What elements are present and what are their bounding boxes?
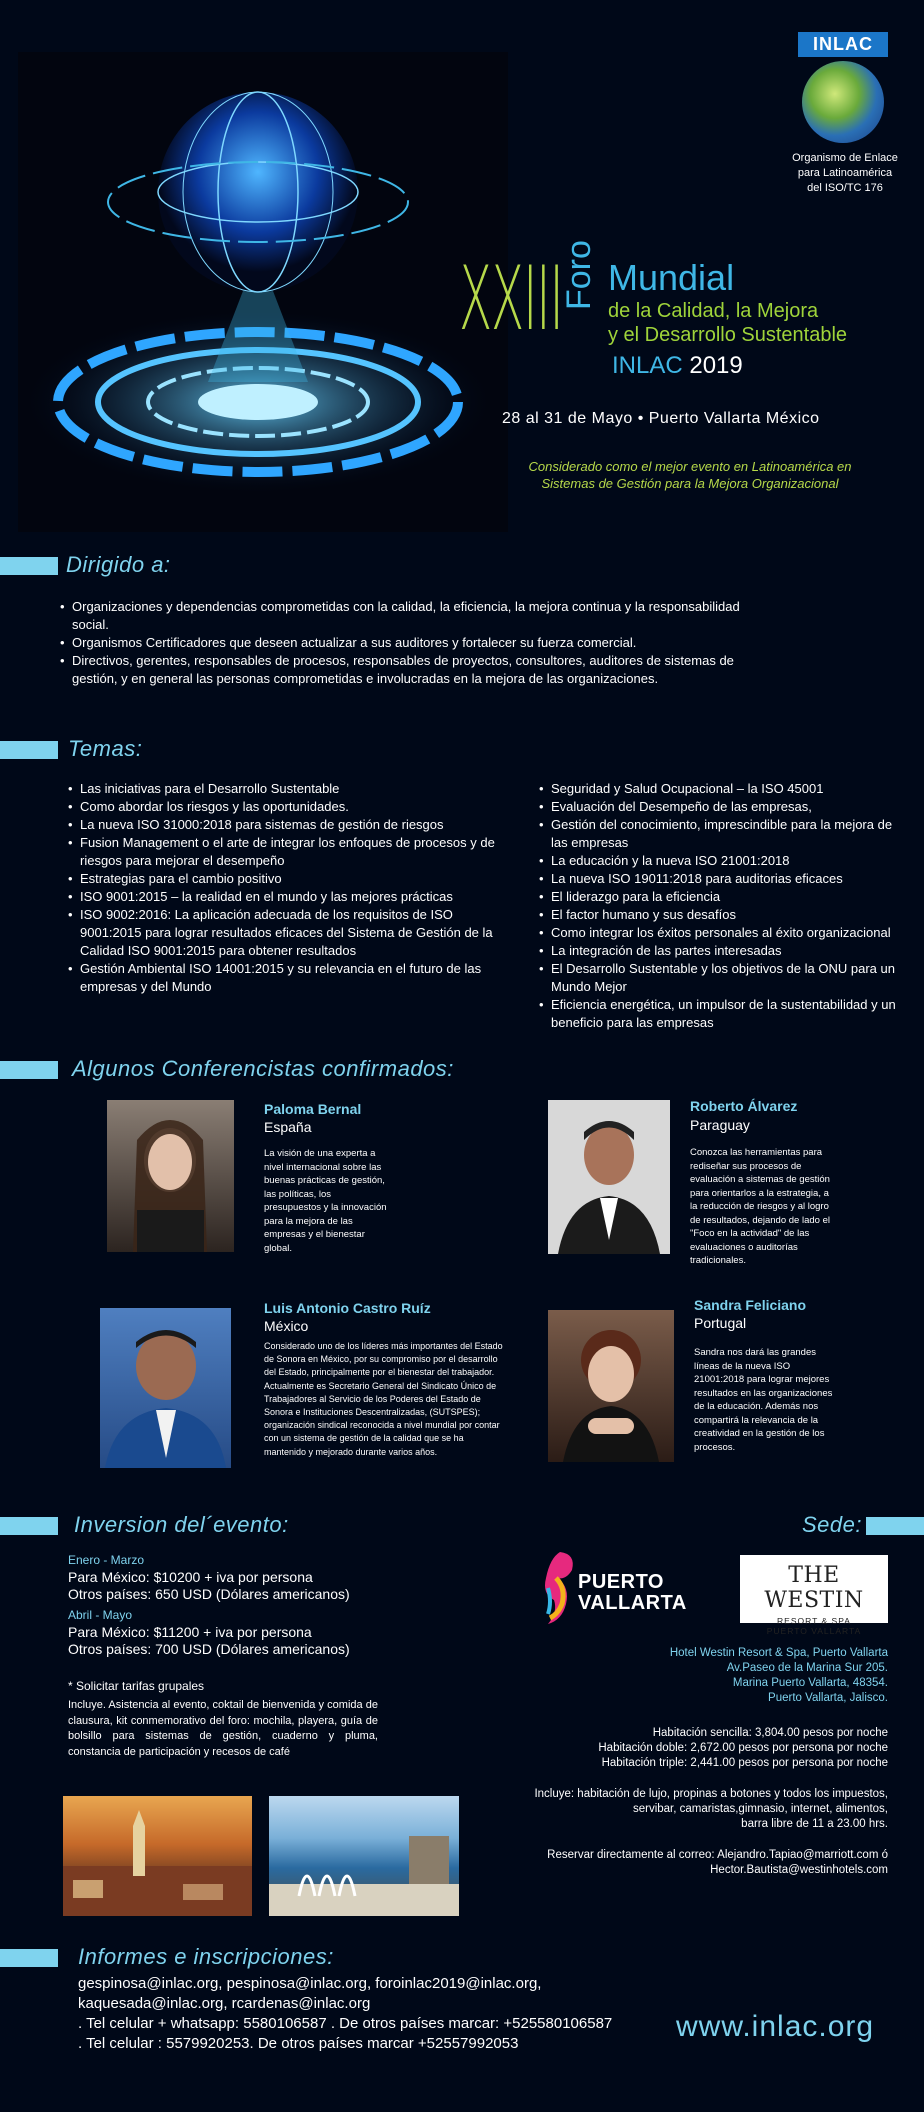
list-item: • Evaluación del Desempeño de las empresas, (537, 798, 907, 816)
list-item: • Gestión Ambiental ISO 14001:2015 y su relevancia en el futuro de las empresas y del Mundo (66, 960, 506, 996)
list-item: • La integración de las partes interesadas (537, 942, 907, 960)
event-title-line-2: de la Calidad, la Mejora (608, 300, 819, 322)
event-year: 2019 (689, 352, 743, 379)
list-item: • La nueva ISO 31000:2018 para sistemas de gestión de riesgos (66, 816, 506, 834)
speaker-bio: Conozca las herramientas para rediseñar sus procesos de evaluación a sistemas de gestión para orientarlos a la estrategia, a la reducción de riesgos y al logro de resultados, dejando de lado el "Foco en la actividad" de las evaluaciones o auditorías tradicionales. (690, 1147, 830, 1266)
list-item: • ISO 9002:2016: La aplicación adecuada de los requisitos de ISO 9001:2015 para lograr resultados eficaces del Sistema de Gestión de la Calidad ISO 9001:2015 para obtener resultados (66, 906, 506, 960)
hotel-rates (598, 1726, 888, 1771)
speaker-bio: La visión de una experta a nivel internacional sobre las buenas prácticas de gestión, las políticas, los presupuestos y la innovación para la mejora de las empresas y el bienestar global. (264, 1148, 387, 1254)
event-title-line-3: y el Desarrollo Sustentable (608, 324, 848, 346)
price-line: Otros países: 650 USD (Dólares americanos) (68, 1586, 350, 1602)
contact-emails[interactable]: kaquesada@inlac.org, rcardenas@inlac.org (78, 1995, 371, 2012)
event-title-line-4 (612, 352, 743, 380)
hero-globe-image (18, 52, 508, 532)
logo-caption (770, 151, 920, 196)
section-title-dirigido: Dirigido a: (66, 552, 171, 577)
section-title-inversion: Inversion del´evento: (74, 1512, 289, 1537)
logo-caption-line: Organismo de Enlace (792, 152, 898, 164)
westin-logo-line: THE WESTIN (764, 1563, 864, 1613)
speaker-photo-luis (100, 1308, 231, 1468)
list-item: • Organismos Certificadores que deseen actualizar a sus auditores y fortalecer su fuerza comercial. (58, 634, 758, 652)
reservation-line: Hector.Bautista@westinhotels.com (710, 1864, 888, 1876)
inlac-logo (798, 32, 888, 143)
section-bar (0, 557, 58, 575)
rate-line: Habitación triple: 2,441.00 pesos por persona por noche (601, 1757, 888, 1769)
price-line: Otros países: 700 USD (Dólares americanos) (68, 1641, 350, 1657)
price-period: Abril - Mayo (68, 1608, 133, 1622)
price-line: Para México: $11200 + iva por persona (68, 1624, 312, 1640)
event-foro-word: Foro (560, 240, 598, 310)
section-title-informes: Informes e inscripciones: (78, 1944, 334, 1969)
section-title-speakers: Algunos Conferencistas confirmados: (72, 1056, 454, 1081)
tagline-line: Sistemas de Gestión para la Mejora Organizacional (541, 476, 839, 491)
temas-list-left (66, 780, 506, 996)
event-tagline (480, 458, 900, 492)
temas-list-right (537, 780, 907, 1032)
list-item: • Como integrar los éxitos personales al éxito organizacional (537, 924, 907, 942)
speaker-country: México (264, 1318, 309, 1334)
section-bar (0, 1061, 58, 1079)
address-line: Puerto Vallarta, Jalisco. (768, 1692, 888, 1704)
logo-caption-line: para Latinoamérica (797, 167, 893, 179)
contact-info (78, 1974, 638, 2054)
contact-emails[interactable]: gespinosa@inlac.org, pespinosa@inlac.org, foroinlac2019@inlac.org, (78, 1975, 542, 1992)
event-includes: Incluye. Asistencia al evento, coktail de bienvenida y comida de clausura, kit conmemorativo del foro: mochila, playera, guía de bolsillo para sistemas de gestión, cuaderno y pluma, constancia de participación y recesos de café (68, 1699, 378, 1758)
section-bar (0, 1517, 58, 1535)
price-line: Para México: $10200 + iva por persona (68, 1569, 313, 1585)
event-numeral: XXIII (459, 247, 563, 350)
includes-line: Incluye: habitación de lujo, propinas a botones y todos los impuestos, (534, 1788, 888, 1800)
speaker-country: Paraguay (690, 1117, 750, 1133)
list-item: • El factor humano y sus desafíos (537, 906, 907, 924)
speaker-photo-sandra (548, 1310, 674, 1462)
westin-logo-line: RESORT & SPA (777, 1616, 851, 1626)
list-item: • Como abordar los riesgos y las oportunidades. (66, 798, 506, 816)
speaker-bio: Considerado uno de los líderes más importantes del Estado de Sonora en México, por su compromiso por el desarrollo del Estado, principalmente por el bienestar del trabajador. Actualmente es Secretario General del Sindicato Único de Trabajadores al Servicio de los Poderes del Estado de Sonora e Instituciones Descentralizadas, (SUTSPES); organización sindical reconocida a nivel mundial por contar con un sistema de gestión de la calidad que se ha mantenido y mejorado durante varios años. (264, 1341, 503, 1457)
rate-line: Habitación sencilla: 3,804.00 pesos por noche (652, 1727, 888, 1739)
list-item: • Directivos, gerentes, responsables de procesos, responsables de proyectos, consultores, auditores de sistemas de gestión, y en general las personas comprometidas e involucradas en la mejora de las organizaciones. (58, 652, 758, 688)
section-title-sede: Sede: (802, 1512, 862, 1537)
section-bar (0, 741, 58, 759)
malecon-photo (269, 1796, 459, 1916)
contact-phone: . Tel celular : 5579920253. De otros países marcar +52557992053 (78, 2035, 519, 2052)
event-date-location: 28 al 31 de Mayo • Puerto Vallarta México (502, 410, 820, 427)
website-link[interactable]: www.inlac.org (676, 2010, 875, 2043)
list-item: • Eficiencia energética, un impulsor de la sustentabilidad y un beneficio para las empresas (537, 996, 907, 1032)
contact-phone: . Tel celular + whatsapp: 5580106587 . De otros países marcar: +525580106587 (78, 2015, 613, 2032)
list-item: • Fusion Management o el arte de integrar los enfoques de procesos y de riesgos para mejorar el desempeño (66, 834, 506, 870)
rate-line: Habitación doble: 2,672.00 pesos por persona por noche (598, 1742, 888, 1754)
reservation-line: Reservar directamente al correo: Alejandro.Tapiao@marriott.com ó (547, 1849, 888, 1861)
hotel-address (670, 1646, 888, 1706)
dirigido-list (58, 598, 758, 688)
speaker-name: Sandra Feliciano (694, 1297, 807, 1313)
list-item: • Gestión del conocimiento, imprescindible para la mejora de las empresas (537, 816, 907, 852)
logo-caption-line: del ISO/TC 176 (807, 182, 883, 194)
puerto-vallarta-logo (536, 1548, 696, 1630)
globe-icon (802, 61, 884, 143)
speaker-name: Paloma Bernal (264, 1101, 362, 1117)
list-item: • Las iniciativas para el Desarrollo Sustentable (66, 780, 506, 798)
hotel-reservation (547, 1848, 888, 1878)
speaker-country: España (264, 1119, 312, 1135)
list-item: • Estrategias para el cambio positivo (66, 870, 506, 888)
includes-line: barra libre de 11 a 23.00 hrs. (741, 1818, 888, 1830)
includes-line: servibar, camaristas,gimnasio, internet, alimentos, (632, 1803, 888, 1815)
address-line: Marina Puerto Vallarta, 48354. (732, 1677, 888, 1689)
group-rate-note: * Solicitar tarifas grupales (68, 1679, 205, 1693)
speaker-photo-paloma (107, 1100, 234, 1252)
speaker-name: Roberto Álvarez (690, 1098, 798, 1114)
event-title-line-1: Mundial (608, 257, 735, 298)
pv-logo-line: VALLARTA (578, 1592, 687, 1614)
section-title-temas: Temas: (68, 736, 143, 761)
speaker-country: Portugal (694, 1315, 747, 1331)
list-item: • Organizaciones y dependencias comprometidas con la calidad, la eficiencia, la mejora continua y la responsabilidad social. (58, 598, 758, 634)
list-item: • Seguridad y Salud Ocupacional – la ISO 45001 (537, 780, 907, 798)
speaker-name: Luis Antonio Castro Ruíz (264, 1300, 431, 1316)
address-line: Hotel Westin Resort & Spa, Puerto Vallarta (669, 1647, 888, 1659)
hotel-includes (534, 1787, 888, 1832)
section-bar (0, 1949, 58, 1967)
speaker-bio: Sandra nos dará las grandes líneas de la nueva ISO 21001:2018 para lograr mejores resultados en las organizaciones de la educación. Además nos compartirá la relevancia de la creatividad en la gestión de los procesos. (694, 1347, 833, 1453)
puerto-vallarta-photo (63, 1796, 252, 1916)
westin-logo-line: PUERTO VALLARTA (766, 1626, 862, 1636)
list-item: • La educación y la nueva ISO 21001:2018 (537, 852, 907, 870)
tagline-line: Considerado como el mejor evento en Latinoamérica en (528, 459, 852, 474)
westin-logo (740, 1555, 888, 1636)
logo-brand: INLAC (798, 32, 888, 57)
list-item: • El liderazgo para la eficiencia (537, 888, 907, 906)
pv-logo-line: PUERTO (578, 1571, 664, 1593)
section-bar (866, 1517, 924, 1535)
event-brand: INLAC (612, 352, 683, 379)
list-item: • ISO 9001:2015 – la realidad en el mundo y las mejores prácticas (66, 888, 506, 906)
price-period: Enero - Marzo (68, 1553, 145, 1567)
list-item: • La nueva ISO 19011:2018 para auditorias eficaces (537, 870, 907, 888)
address-line: Av.Paseo de la Marina Sur 205. (726, 1662, 888, 1674)
seahorse-icon (536, 1548, 580, 1628)
speaker-photo-roberto (548, 1100, 670, 1254)
list-item: • El Desarrollo Sustentable y los objetivos de la ONU para un Mundo Mejor (537, 960, 907, 996)
